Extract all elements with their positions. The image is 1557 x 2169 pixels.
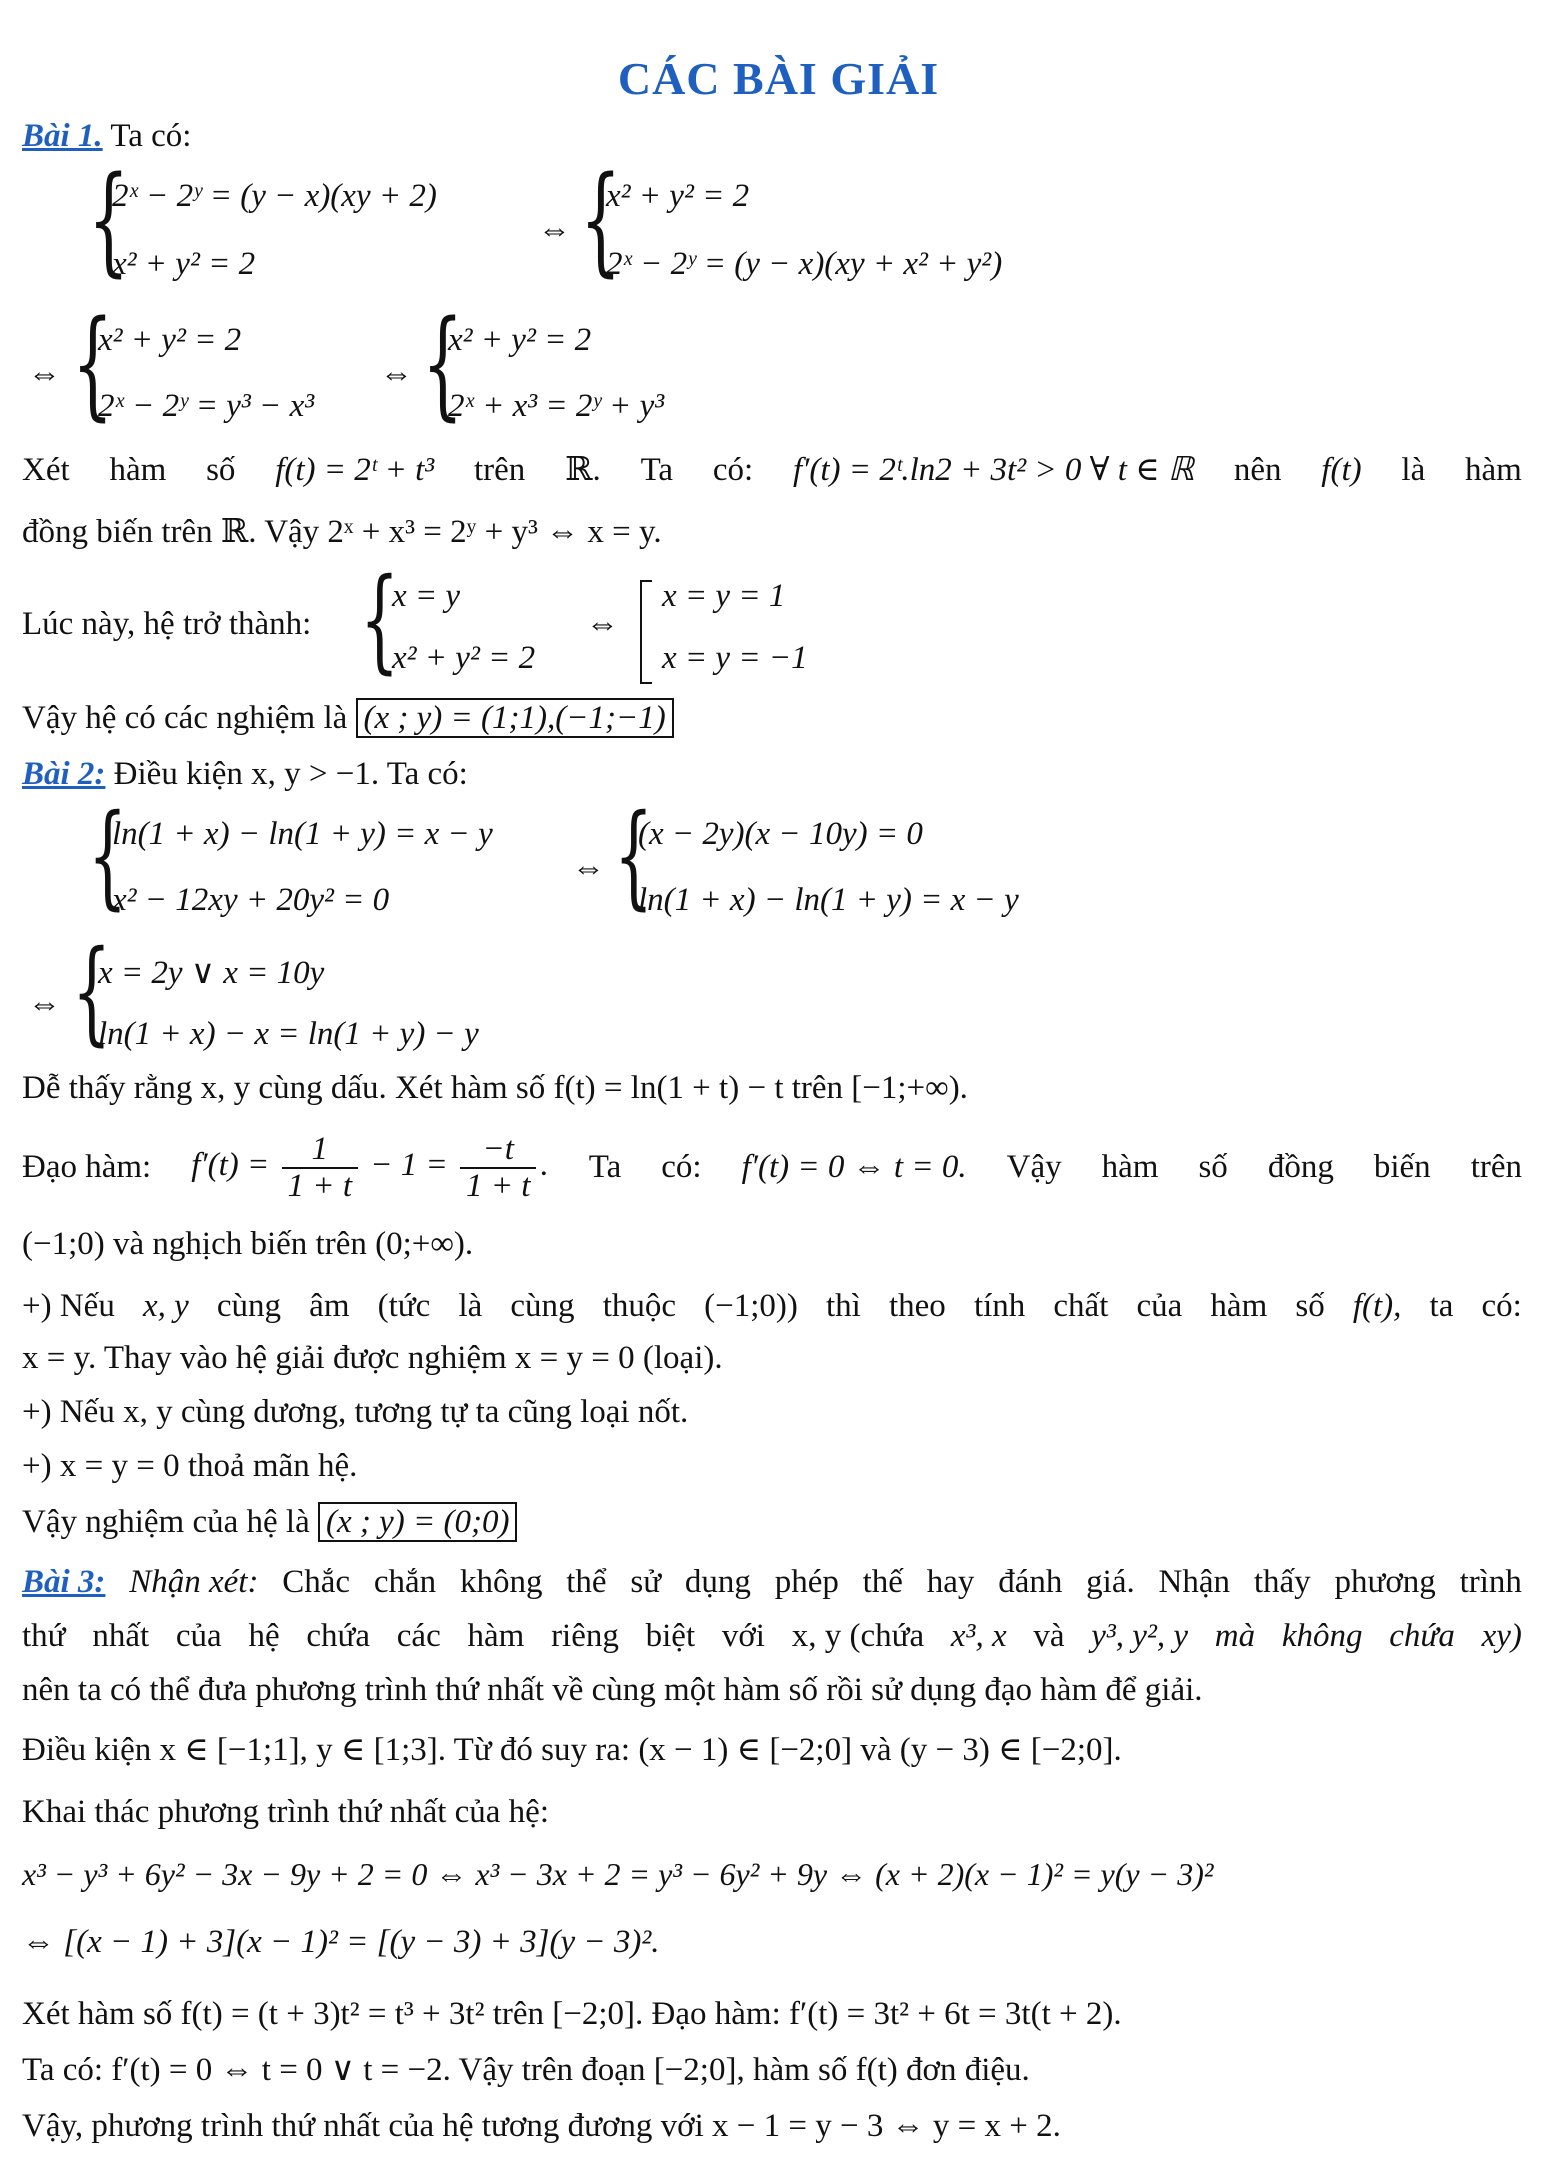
bai3-eq2: ⇔ [(x − 1) + 3](x − 1)² = [(y − 3) + 3](y − 3)². (22, 1924, 660, 1960)
bai2-thoa-line: +) x = y = 0 thoả mãn hệ. (22, 1448, 358, 1484)
bai1-sol1: x = y = 1 (662, 578, 786, 614)
word: và (1033, 1618, 1065, 1654)
word: hàm (467, 1618, 525, 1654)
math-expr: x³, x (950, 1618, 1007, 1654)
word: giá. (1086, 1564, 1135, 1600)
word: có: (1481, 1288, 1522, 1324)
bai2-intro: Điều kiện x, y > −1. Ta có: (113, 756, 468, 792)
bai2-sys1-r2: ln(1 + x) − ln(1 + y) = x − y (638, 882, 1019, 918)
word: chất (1053, 1288, 1109, 1324)
word: đồng (1267, 1148, 1334, 1185)
equiv-symbol: ⇔ (380, 356, 413, 392)
brace: { (614, 791, 654, 921)
bai1-sol2: x = y = −1 (662, 640, 808, 676)
word: Ta (588, 1148, 622, 1185)
word: trên (1470, 1148, 1522, 1185)
word: thuộc (602, 1288, 677, 1324)
word: của (175, 1618, 222, 1654)
answer-box: (x ; y) = (1;1),(−1;−1) (356, 698, 674, 738)
bai1-sys2-b2: 2ˣ + x³ = 2ʸ + y³ (448, 388, 665, 424)
word: chứa (1389, 1618, 1455, 1654)
bai3-line1 (22, 1564, 1522, 1602)
denominator: 1 + t (287, 1167, 352, 1204)
word: đánh (998, 1564, 1063, 1600)
word: Vậy (1006, 1148, 1062, 1185)
conclusion-text: Vậy hệ có các nghiệm là (22, 700, 348, 736)
math-expr: f′(t) = 2ᵗ.ln2 + 3t² > 0 ∀ t ∈ ℝ (793, 452, 1195, 488)
math-expr: f(t), (1352, 1288, 1402, 1324)
word: cùng (216, 1288, 282, 1324)
word: hàm (109, 452, 167, 488)
bai1-conclusion (22, 700, 674, 738)
brace: { (360, 555, 400, 685)
math-expr: f(t) = 2ᵗ + t³ (275, 452, 435, 488)
word: số (206, 452, 236, 488)
word: thứ (22, 1618, 66, 1654)
word: phép (774, 1564, 839, 1600)
word: không (459, 1564, 543, 1600)
word: chắn (373, 1564, 437, 1600)
word: trình (1459, 1564, 1522, 1600)
word: biệt (645, 1618, 696, 1654)
word: số (1198, 1148, 1228, 1185)
bai2-thay-line: x = y. Thay vào hệ giải được nghiệm x = y = 0 (loại). (22, 1340, 723, 1376)
brace: { (88, 791, 128, 921)
answer-box: (x ; y) = (0;0) (318, 1502, 518, 1542)
word: dụng (684, 1564, 751, 1600)
word: phương (1334, 1564, 1436, 1600)
bai1-sys1-right1: x² + y² = 2 (606, 178, 750, 214)
brace: { (422, 294, 464, 432)
page-title: CÁC BÀI GIẢI (617, 53, 940, 104)
word: mà (1214, 1618, 1256, 1654)
word: của (1136, 1288, 1183, 1324)
word: Ta (640, 452, 674, 488)
word: là (1401, 452, 1426, 488)
fraction (460, 1132, 536, 1203)
bai2-sys2-2: ln(1 + x) − x = ln(1 + y) − y (98, 1016, 479, 1052)
word: âm (309, 1288, 350, 1324)
numerator: 1 (282, 1132, 358, 1169)
word: có: (661, 1148, 702, 1185)
word: các (396, 1618, 441, 1654)
bai3-heading: Bài 3: (22, 1564, 106, 1600)
bai1-sys2-a2: 2ˣ − 2ʸ = y³ − x³ (98, 388, 315, 424)
brace: { (72, 927, 112, 1057)
bai1-dongbien-line: đồng biến trên ℝ. Vậy 2ˣ + x³ = 2ʸ + y³ ⇔ x = y. (22, 514, 662, 550)
bai2-heading-line (22, 756, 468, 794)
word: riêng (551, 1618, 619, 1654)
bai1-sys1-line1: 2ˣ − 2ʸ = (y − x)(xy + 2) (112, 178, 437, 214)
word: hàm (1465, 452, 1522, 488)
bai3-dieukien: Điều kiện x ∈ [−1;1], y ∈ [1;3]. Từ đó suy ra: (x − 1) ∈ [−2;0] và (y − 3) ∈ [−2;0]. (22, 1732, 1122, 1768)
word: cùng (510, 1288, 575, 1324)
bai2-interval-line: (−1;0) và nghịch biến trên (0;+∞). (22, 1226, 474, 1262)
math-expr: f(t) (1321, 452, 1362, 488)
equiv-symbol: ⇔ (572, 850, 605, 886)
bai2-sys1-l1: ln(1 + x) − ln(1 + y) = x − y (112, 816, 493, 852)
bai3-taco: Ta có: f′(t) = 0 ⇔ t = 0 ∨ t = −2. Vậy trên đoạn [−2;0], hàm số f(t) đơn điệu. (22, 2052, 1030, 2088)
word: Chắc (282, 1564, 351, 1600)
bai2-dethay-line: Dễ thấy rằng x, y cùng dấu. Xét hàm số f(t) = ln(1 + t) − t trên [−1;+∞). (22, 1070, 968, 1106)
bai3-vay: Vậy, phương trình thứ nhất của hệ tương đương với x − 1 = y − 3 ⇔ y = x + 2. (22, 2108, 1061, 2144)
word: trên (473, 452, 526, 488)
word: có: (712, 452, 754, 488)
word: Xét (22, 452, 70, 488)
word: hay (926, 1564, 975, 1600)
math-expr: (−1;0)) (704, 1288, 798, 1324)
bai2-duong-line: +) Nếu x, y cùng dương, tương tự ta cũng loại nốt. (22, 1394, 689, 1430)
conclusion-text: Vậy nghiệm của hệ là (22, 1504, 310, 1540)
math-expr: x, y (chứa (791, 1618, 925, 1654)
word: chứa (306, 1618, 371, 1654)
brace: { (580, 150, 622, 288)
word: hàm (1101, 1148, 1159, 1185)
word: sử (630, 1564, 662, 1600)
brace: { (88, 150, 130, 288)
derivative-expr: f′(t) = $\frac{1}{1 + t}$ − 1 = $\frac{-t}{1 + t}$ . (191, 1131, 549, 1204)
word: hệ (248, 1618, 280, 1654)
word: là (458, 1288, 483, 1324)
word: ℝ. (565, 452, 601, 488)
word: Nhận (1158, 1564, 1231, 1600)
bracket (640, 580, 652, 684)
bai1-heading: Bài 1. (22, 118, 103, 154)
math-expr: x, y (142, 1288, 189, 1324)
word: (tức (377, 1288, 431, 1324)
bai1-sys1-line2: x² + y² = 2 (112, 246, 256, 282)
bai3-khaithac: Khai thác phương trình thứ nhất của hệ: (22, 1794, 550, 1830)
fraction (282, 1132, 358, 1203)
bai2-heading: Bài 2: (22, 756, 106, 792)
bai3-line2 (22, 1618, 1522, 1656)
math-expr: xy) (1481, 1618, 1522, 1654)
bai1-sys2-a1: x² + y² = 2 (98, 322, 242, 358)
math-expr: y³, y², y (1091, 1618, 1188, 1654)
bai2-daoham-line (22, 1132, 1522, 1203)
word: +) Nếu (22, 1288, 115, 1324)
word: biến (1373, 1148, 1431, 1185)
bai1-intro: Ta có: (110, 118, 192, 154)
word: thấy (1253, 1564, 1311, 1600)
bai1-sys3-1: x = y (392, 578, 461, 614)
equiv-symbol: ⇔ (28, 356, 61, 392)
word: nên (1233, 452, 1282, 488)
word: thế (862, 1564, 903, 1600)
equiv-symbol: ⇔ (28, 986, 61, 1022)
bai1-sys1-right2: 2ˣ − 2ʸ = (y − x)(xy + x² + y²) (606, 246, 1003, 282)
word: thể (566, 1564, 607, 1600)
word: không (1281, 1618, 1363, 1654)
word: ta (1429, 1288, 1454, 1324)
word: nhất (92, 1618, 150, 1654)
word: số (1295, 1288, 1325, 1324)
word: hàm (1210, 1288, 1268, 1324)
bai1-sys2-b1: x² + y² = 2 (448, 322, 592, 358)
brace: { (72, 294, 114, 432)
bai2-neu-am-line (22, 1288, 1522, 1326)
bai3-line3: nên ta có thể đưa phương trình thứ nhất về cùng một hàm số rồi sử dụng đạo hàm để giải. (22, 1672, 1203, 1708)
word: tính (973, 1288, 1026, 1324)
bai1-lucnay: Lúc này, hệ trở thành: (22, 606, 312, 642)
nhanxet-label: Nhận xét: (129, 1564, 259, 1600)
word: theo (888, 1288, 946, 1324)
numerator: −t (460, 1132, 536, 1169)
bai2-conclusion (22, 1504, 517, 1542)
equiv-symbol: ⇔ (538, 212, 571, 248)
bai2-sys1-l2: x² − 12xy + 20y² = 0 (112, 882, 390, 918)
derivative-lhs: f′(t) = (191, 1147, 270, 1184)
minus-one: − 1 = (370, 1147, 448, 1184)
bai1-sys3-2: x² + y² = 2 (392, 640, 536, 676)
equiv-symbol: ⇔ (586, 606, 619, 642)
word: với (721, 1618, 765, 1654)
bai3-eq1: x³ − y³ + 6y² − 3x − 9y + 2 = 0 ⇔ x³ − 3x + 2 = y³ − 6y² + 9y ⇔ (x + 2)(x − 1)² = y(y − 3)² (22, 1856, 1214, 1892)
denominator: 1 + t (466, 1167, 531, 1204)
word: Đạo hàm: (22, 1148, 152, 1185)
bai2-sys1-r1: (x − 2y)(x − 10y) = 0 (638, 816, 923, 852)
bai1-xet-line (22, 452, 1522, 490)
bai2-sys2-1: x = 2y ∨ x = 10y (98, 955, 325, 991)
math-expr: f′(t) = 0 ⇔ t = 0. (741, 1148, 967, 1185)
bai3-xet: Xét hàm số f(t) = (t + 3)t² = t³ + 3t² trên [−2;0]. Đạo hàm: f′(t) = 3t² + 6t = 3t(t + 2). (22, 1996, 1122, 2032)
word: thì (826, 1288, 861, 1324)
